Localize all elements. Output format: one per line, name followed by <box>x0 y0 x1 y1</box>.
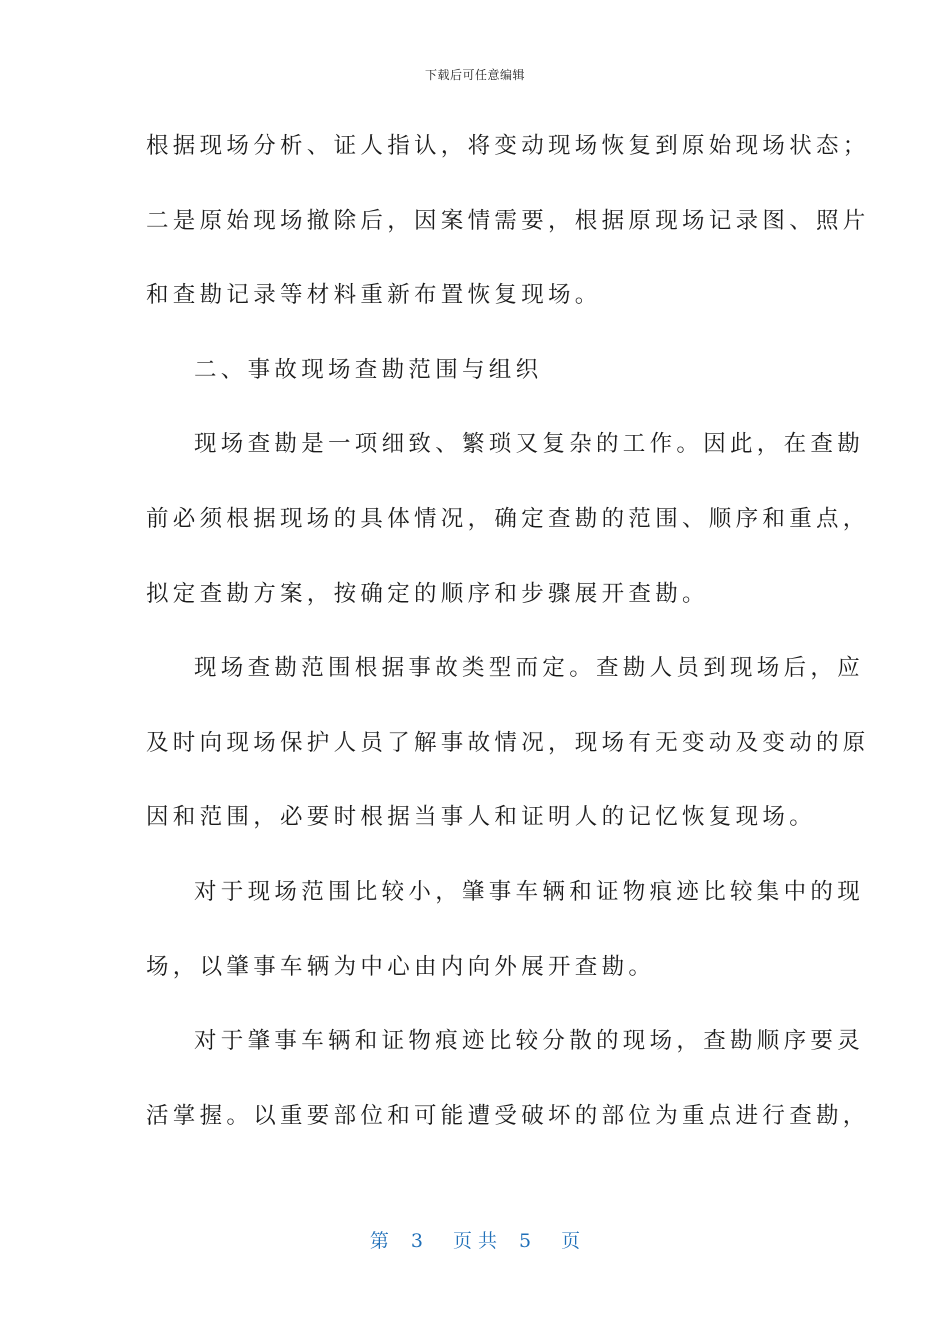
body-line-5: 现场查勘是一项细致、繁琐又复杂的工作。因此，在查勘 <box>194 431 865 458</box>
footer-total-pages: 5 <box>519 1230 532 1252</box>
body-line-7: 拟定查勘方案，按确定的顺序和步骤展开查勘。 <box>146 580 709 607</box>
body-line-1: 根据现场分析、证人指认，将变动现场恢复到原始现场状态； <box>146 133 870 159</box>
body-line-8: 现场查勘范围根据事故类型而定。查勘人员到现场后，应 <box>194 655 865 682</box>
footer-suffix: 页 <box>561 1230 581 1252</box>
body-line-14: 活掌握。以重要部位和可能遭受破坏的部位为重点进行查勘， <box>146 1102 870 1129</box>
body-line-11: 对于现场范围比较小，肇事车辆和证物痕迹比较集中的现 <box>194 878 865 905</box>
body-line-9: 及时向现场保护人员了解事故情况，现场有无变动及变动的原 <box>146 729 870 756</box>
body-line-10: 因和范围，必要时根据当事人和证明人的记忆恢复现场。 <box>146 804 817 831</box>
body-line-2: 二是原始现场撤除后，因案情需要，根据原现场记录图、照片 <box>146 207 870 234</box>
footer-current-page: 3 <box>410 1230 423 1252</box>
footer-middle: 页 共 <box>452 1230 498 1252</box>
page-footer <box>0 1226 950 1253</box>
section-heading: 二、事故现场查勘范围与组织 <box>194 356 543 383</box>
header-note: 下载后可任意编辑 <box>424 68 525 82</box>
document-body <box>146 124 870 1168</box>
body-line-6: 前必须根据现场的具体情况，确定查勘的范围、顺序和重点， <box>146 505 870 532</box>
body-line-12: 场，以肇事车辆为中心由内向外展开查勘。 <box>146 953 656 980</box>
footer-prefix: 第 <box>369 1230 389 1252</box>
body-line-13: 对于肇事车辆和证物痕迹比较分散的现场，查勘顺序要灵 <box>194 1028 865 1055</box>
body-line-3: 和查勘记录等材料重新布置恢复现场。 <box>146 282 602 309</box>
